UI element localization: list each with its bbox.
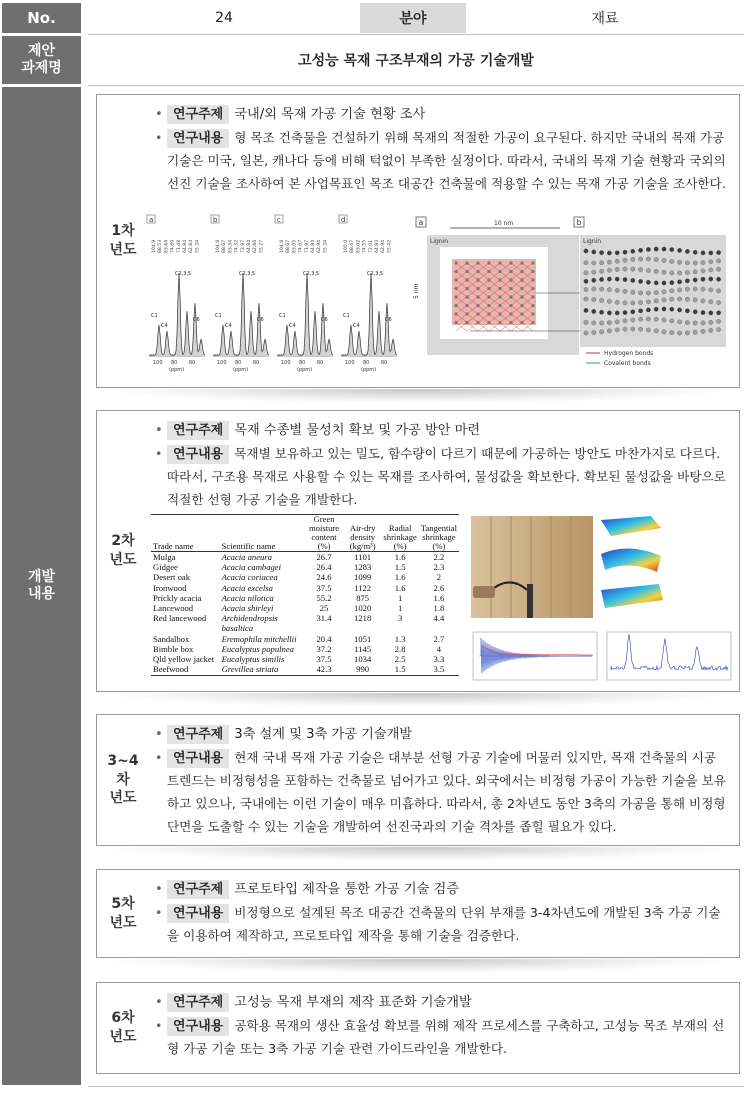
nmr-peak-label: C2,3,5 [175, 271, 192, 277]
wood-testing-figure [469, 514, 733, 682]
cellulose-schematic-figure [410, 213, 732, 377]
radial-cell: 1.6 [394, 582, 406, 593]
radial-cell: 2.5 [394, 654, 406, 665]
content-tag: 연구내용 [167, 1017, 229, 1036]
nmr-shift-label: 88.67 [350, 239, 356, 253]
year34-topic: 3축 설계 및 3축 가공 기술개발 [234, 727, 413, 742]
nmr-axis-tick: 80 [235, 360, 242, 366]
table-row [151, 572, 459, 582]
table-row [151, 664, 459, 675]
year2-content-line: • 연구내용 목재별 보유하고 있는 밀도, 함수량이 다르기 때문에 가공하는 방안도 마찬가지로 다르다. 따라서, 구조용 목재로 사용할 수 있는 목재를 조사하여, 물성값을 확보한다. 확보된 물성값을 바탕으로 적절한 선형 가공 기술을 개발한다. [155, 446, 726, 507]
nmr-axis-tick: 60 [253, 360, 260, 366]
nmr-shift-label: 62.84 [189, 239, 195, 253]
tangential-cell: 2.6 [433, 582, 445, 593]
nmr-peak-label: C1 [343, 313, 350, 319]
wood-properties-table-wrap [151, 514, 459, 676]
trade-name-cell: Ironwood [153, 582, 187, 593]
trade-name-cell: Qld yellow jacket [153, 654, 215, 665]
nmr-axis-tick: 80 [363, 360, 370, 366]
density-cell: 1034 [354, 654, 372, 665]
year6-content-line: • 연구내용 공학용 목재의 생산 효율성 확보를 위해 제작 프로세스를 구축하고, 고성능 목조 부재의 선형 가공 기술 또는 3축 가공 기술 관련 가이드라인을 개발한다. [155, 1018, 725, 1056]
trade-name-cell: Prickly acacia [153, 592, 202, 603]
field-label: 분야 [360, 3, 466, 33]
year1-box [96, 94, 740, 388]
proposal-title: 고성능 목재 구조부재의 가공 기술개발 [298, 53, 534, 69]
col-scientific-name: Scientific name [220, 515, 305, 552]
nmr-shift-label: 72.01 [368, 239, 374, 253]
tangential-cell: 4.4 [433, 613, 445, 624]
nmr-shift-label: 64.84 [183, 239, 188, 253]
nmr-shift-label: 74.67 [298, 239, 304, 253]
topic-tag: 연구주제 [167, 725, 229, 744]
nmr-shift-label: 64.84 [375, 239, 380, 253]
moisture-cell: 37.2 [316, 643, 332, 654]
year34-content: 현재 국내 목재 가공 기술은 대부분 선형 가공 기술에 머물러 있지만, 목재 건축물의 시공 트렌드는 비정형성을 포함하는 건축물로 넘어가고 있다. 외국에서는 비정형 가공이 가능한 기술을 보유하고 있으나, 국내에는 이런 기술이 매우 미흡하다. 따라서, 총 2차년도 동안 3축의 가공을 통해 비정형 단면을 도출할 수 있는 기술을 개발하여 선진국과의 기술 격차를 좁힐 필요가 있다. [167, 750, 726, 834]
nmr-peak-label: C4 [161, 323, 168, 329]
year6-topic-line: • 연구주제 고성능 목재 부재의 제작 표준화 기술개발 [155, 995, 472, 1010]
tangential-cell: 3.3 [433, 654, 445, 665]
scientific-name-cell: Acacia nilotica [221, 592, 274, 603]
year1-content: 형 목조 건축물을 건설하기 위해 목재의 적절한 가공이 요구된다. 하지만 국내의 목재 가공 기술은 미국, 일본, 캐나다 등에 비해 턱없이 부족한 실정이다. 따라서, 국내의 목재 기술 현황과 국외의 선진 기술을 조사하여 본 사업목표인 목조 대공간 건축물에 적용할 수 있는 목재 가공 기술을 조사한다. [167, 130, 726, 191]
nmr-spectra-figure [145, 213, 401, 377]
table-row [151, 603, 459, 613]
nmr-shift-label: 55.42 [387, 239, 393, 253]
trade-name-cell: Beefwood [151, 664, 220, 675]
nmr-axis-tick: 100 [153, 360, 163, 366]
nmr-peak-label: C2,3,5 [303, 271, 320, 277]
year34-shadow [110, 847, 726, 861]
col-trade-name: Trade name [151, 515, 220, 552]
nmr-shift-label: 64.84 [311, 239, 316, 253]
year5-topic-line: • 연구주제 프로토타입 제작을 통한 가공 기술 검증 [155, 882, 460, 897]
table-row [151, 583, 459, 593]
nmr-shift-label: 105.0 [344, 239, 349, 253]
bottom-divider [88, 1086, 744, 1087]
nmr-shift-label: 55.34 [195, 239, 201, 253]
scientific-name-cell: Eucalyptus populnea [221, 643, 294, 654]
schematic-panel-b: b [576, 218, 582, 227]
radial-cell: 3 [397, 613, 403, 624]
radial-cell: 1 [397, 592, 403, 603]
year2-topic: 목재 수종별 물성치 확보 및 가공 방안 마련 [234, 423, 481, 438]
nmr-peak-label: C6 [321, 317, 328, 323]
frequency-plot [607, 632, 731, 680]
col-density: Air-dry density (kg/m³) [344, 515, 382, 552]
year5-content-line: • 연구내용 비정형으로 설계된 목조 대공간 건축물의 단위 부재를 3-4차년도에 개발된 3축 가공 기술을 이용하여 제작하고, 프로토타입 제작을 통해 기술을 검증한다. [155, 905, 721, 943]
nmr-axis-tick: 60 [317, 360, 324, 366]
nmr-peak-label: C2,3,5 [367, 271, 384, 277]
year1-topic: 국내/외 목재 가공 기술 현황 조사 [234, 107, 426, 122]
nmr-shift-label: 83.02 [356, 239, 362, 253]
moisture-cell: 42.3 [304, 664, 344, 675]
density-cell: 1218 [354, 613, 372, 624]
density-cell: 1283 [354, 562, 372, 573]
year1-topic-line: • 연구주제 국내/외 목재 가공 기술 현황 조사 [155, 107, 426, 122]
topic-tag: 연구주제 [167, 993, 229, 1012]
nmr-shift-label: 71.48 [176, 239, 182, 253]
radial-cell: 1.6 [394, 552, 406, 563]
schematic-scale-top: 10 nm [494, 220, 514, 227]
nmr-shift-label: 55.27 [259, 239, 265, 253]
year6-label: 6차 년도 [109, 1010, 137, 1045]
legend-covalent-bonds: Covalent bonds [604, 360, 651, 367]
nmr-peak-label: C1 [279, 313, 286, 319]
dev-label: 개발 내용 [2, 87, 81, 1085]
nmr-peak-label: C4 [353, 323, 360, 329]
nmr-axis-tick: 80 [299, 360, 306, 366]
nmr-axis-unit: (ppm) [297, 367, 313, 373]
year5-topic: 프로토타입 제작을 통한 가공 기술 검증 [234, 882, 460, 897]
nmr-axis-tick: 80 [171, 360, 178, 366]
nmr-shift-label: 62.94 [317, 239, 323, 253]
year2-label: 2차 년도 [109, 533, 137, 568]
nmr-shift-label: 104.9 [152, 239, 157, 253]
schematic-lignin-a: Lignin [430, 238, 449, 245]
moisture-cell: 26.7 [316, 552, 332, 563]
radial-cell: 1.3 [394, 633, 406, 644]
year2-shadow [110, 693, 726, 707]
nmr-shift-label: 74.32 [234, 239, 240, 253]
nmr-shift-label: 88.67 [286, 239, 292, 253]
nmr-peak-label: C2,3,5 [239, 271, 256, 277]
scientific-name-cell: Acacia aneura [221, 552, 272, 563]
moisture-cell: 25 [319, 603, 329, 614]
density-cell: 1122 [354, 582, 372, 593]
moisture-cell: 37.5 [316, 582, 332, 593]
schematic-lignin-b: Lignin [583, 238, 602, 245]
tangential-cell: 1.6 [433, 592, 445, 603]
nmr-shift-label: 74.69 [170, 239, 176, 253]
nmr-shift-label: 55.34 [323, 239, 329, 253]
content-tag: 연구내용 [167, 904, 229, 923]
topic-tag: 연구주제 [167, 105, 229, 124]
scientific-name-cell: Acacia shirleyi [221, 603, 274, 614]
tangential-cell: 3.5 [419, 664, 459, 675]
moisture-cell: 24.6 [316, 572, 332, 583]
scientific-name-cell: Acacia excelsa [221, 582, 273, 593]
density-cell: 1145 [354, 643, 372, 654]
scientific-name-cell: Eucalyptus similis [221, 654, 285, 665]
year1-content-line: • 연구내용 형 목조 건축물을 건설하기 위해 목재의 적절한 가공이 요구된다. 하지만 국내의 목재 가공 기술은 미국, 일본, 캐나다 등에 비해 턱없이 부족한 실정이다. 따라서, 국내의 목재 기술 현황과 국외의 선진 기술을 조사하여 본 사업목표인 목조 대공간 건축물에 적용할 수 있는 목재 가공 기술을 조사한다. [155, 130, 726, 191]
trade-name-cell: Lancewood [153, 603, 194, 614]
nmr-axis-tick: 60 [381, 360, 388, 366]
trade-name-cell: Mulga [153, 552, 176, 563]
nmr-shift-label: 74.55 [362, 239, 368, 253]
nmr-peak-label: C1 [215, 313, 222, 319]
nmr-shift-label: 88.67 [222, 239, 228, 253]
topic-tag: 연구주제 [167, 421, 229, 440]
year2-topic-line: • 연구주제 목재 수종별 물성치 확보 및 가공 방안 마련 [155, 423, 481, 438]
topic-tag: 연구주제 [167, 880, 229, 899]
nmr-axis-unit: (ppm) [233, 367, 249, 373]
no-value: 24 [215, 10, 233, 26]
moisture-cell: 26.4 [316, 562, 332, 573]
trade-name-cell: Desert oak [153, 572, 190, 583]
nmr-panel-label: c [277, 216, 281, 224]
field-value: 재료 [591, 11, 619, 27]
table-row [151, 634, 459, 644]
nmr-panel-label: d [341, 216, 346, 224]
scientific-name-cell: Eremophila mitchellii [221, 633, 297, 644]
nmr-axis-tick: 100 [345, 360, 355, 366]
year34-topic-line: • 연구주제 3축 설계 및 3축 가공 기술개발 [155, 727, 413, 742]
density-cell: 1101 [354, 552, 372, 563]
no-label: No. [2, 3, 81, 33]
density-cell: 1051 [354, 633, 372, 644]
scientific-name-cell: Grevillea striata [220, 664, 305, 675]
trade-name-cell: Red lancewood [153, 613, 207, 624]
radial-cell: 1.5 [381, 664, 418, 675]
table-row [151, 593, 459, 603]
nmr-axis-unit: (ppm) [169, 367, 185, 373]
tangential-cell: 2.7 [433, 633, 445, 644]
modal-shape-plots [601, 516, 663, 608]
nmr-shift-label: 62.86 [253, 239, 259, 253]
nmr-shift-label: 83.34 [228, 239, 234, 253]
nmr-axis-tick: 100 [281, 360, 291, 366]
radial-cell: 2.8 [394, 643, 406, 654]
nmr-axis-tick: 100 [217, 360, 227, 366]
trade-name-cell: Sandalbox [153, 633, 190, 644]
table-row [151, 654, 459, 664]
nmr-shift-label: 71.97 [304, 239, 310, 253]
nmr-peak-label: C4 [225, 323, 232, 329]
trade-name-cell: Bimble box [153, 643, 194, 654]
density-cell: 875 [356, 592, 370, 603]
legend-hydrogen-bonds: Hydrogen bonds [604, 350, 654, 357]
nmr-shift-label: 83.64 [164, 239, 170, 253]
nmr-shift-label: 62.94 [381, 239, 387, 253]
nmr-peak-label: C6 [257, 317, 264, 323]
schematic-scale-side: 5 nm [413, 283, 420, 299]
year2-content: 목재별 보유하고 있는 밀도, 함수량이 다르기 때문에 가공하는 방안도 마찬가지로 다르다. 따라서, 구조용 목재로 사용할 수 있는 목재를 조사하여, 물성값을 확보한다. 확보된 물성값을 바탕으로 적절한 선형 가공 기술을 개발한다. [167, 446, 726, 507]
nmr-peak-label: C1 [151, 313, 158, 319]
nmr-shift-label: 72.97 [240, 239, 246, 253]
header-divider [88, 34, 744, 35]
tangential-cell: 2.2 [433, 552, 445, 563]
scientific-name-cell: Acacia coriacea [221, 572, 278, 583]
tangential-cell: 2 [436, 572, 442, 583]
content-tag: 연구내용 [167, 445, 229, 464]
scientific-name-cell: Acacia cambagei [221, 562, 282, 573]
moisture-cell: 55.2 [316, 592, 332, 603]
year5-content: 비정형으로 설계된 목조 대공간 건축물의 단위 부재를 3-4차년도에 개발된 3축 가공 기술을 이용하여 제작하고, 프로토타입 제작을 통해 기술을 검증한다. [167, 905, 721, 943]
nmr-shift-label: 104.8 [216, 239, 221, 253]
year5-label: 5차 년도 [109, 895, 137, 931]
nmr-peak-label: C4 [289, 323, 296, 329]
tangential-cell: 1.8 [433, 603, 445, 614]
nmr-shift-label: 83.05 [292, 239, 298, 253]
table-row [151, 552, 459, 563]
content-tag: 연구내용 [167, 749, 229, 768]
year1-shadow [110, 389, 726, 403]
title-divider [88, 85, 744, 86]
year6-content: 공학용 목재의 생산 효율성 확보를 위해 제작 프로세스를 구축하고, 고성능 목조 부재의 선형 가공 기술 또는 3축 가공 기술 관련 가이드라인을 개발한다. [167, 1018, 725, 1056]
nmr-axis-tick: 60 [189, 360, 196, 366]
moisture-cell: 31.4 [316, 613, 332, 624]
year5-box [96, 869, 740, 958]
schematic-panel-a: a [418, 218, 424, 227]
year34-content-line: • 연구내용 현재 국내 목재 가공 기술은 대부분 선형 가공 기술에 머물러 있지만, 목재 건축물의 시공 트렌드는 비정형성을 포함하는 건축물로 넘어가고 있다. 외국에서는 비정형 가공이 가능한 기술을 보유하고 있으나, 국내에는 이런 기술이 매우 미흡하다. 따라서, 총 2차년도 동안 3축의 가공을 통해 비정형 단면을 도출할 수 있는 기술을 개발하여 선진국과의 기술 격차를 좁힐 필요가 있다. [155, 750, 726, 834]
moisture-cell: 20.4 [316, 633, 332, 644]
wood-properties-table [151, 514, 459, 676]
density-cell: 990 [344, 664, 382, 675]
nmr-peak-label: C6 [385, 317, 392, 323]
nmr-shift-label: 88.53 [158, 239, 164, 253]
year6-box [96, 982, 740, 1074]
nmr-panel-label: b [213, 216, 218, 224]
content-tag: 연구내용 [167, 129, 229, 148]
tangential-cell: 2.3 [433, 562, 445, 573]
nmr-axis-unit: (ppm) [361, 367, 377, 373]
proposal-label: 제안 과제명 [2, 36, 81, 84]
density-cell: 1020 [354, 603, 372, 614]
tangential-cell: 4 [436, 643, 442, 654]
radial-cell: 1.6 [394, 572, 406, 583]
nmr-panel-label: a [149, 216, 154, 224]
year5-shadow [110, 959, 726, 973]
density-cell: 1099 [354, 572, 372, 583]
nmr-peak-label: C6 [193, 317, 200, 323]
col-moisture: Green moisture content (%) [304, 515, 344, 552]
col-tangential: Tangential shrinkage (%) [419, 515, 459, 552]
year34-label: 3~4 차 년도 [107, 752, 139, 807]
nmr-shift-label: 104.8 [280, 239, 285, 253]
nmr-shift-label: 64.84 [247, 239, 252, 253]
radial-cell: 1.5 [394, 562, 406, 573]
radial-cell: 1 [397, 603, 403, 614]
col-radial: Radial shrinkage (%) [381, 515, 418, 552]
year2-box [96, 410, 740, 692]
year34-box [96, 714, 740, 846]
year1-label: 1차 년도 [109, 223, 137, 258]
table-row [151, 644, 459, 654]
table-row [151, 613, 459, 633]
scientific-name-cell: Archidendropsis basaltica [221, 613, 278, 634]
year6-topic: 고성능 목재 부재의 제작 표준화 기술개발 [234, 995, 472, 1010]
table-row [151, 562, 459, 572]
moisture-cell: 37.5 [316, 654, 332, 665]
trade-name-cell: Gidgee [153, 562, 178, 573]
